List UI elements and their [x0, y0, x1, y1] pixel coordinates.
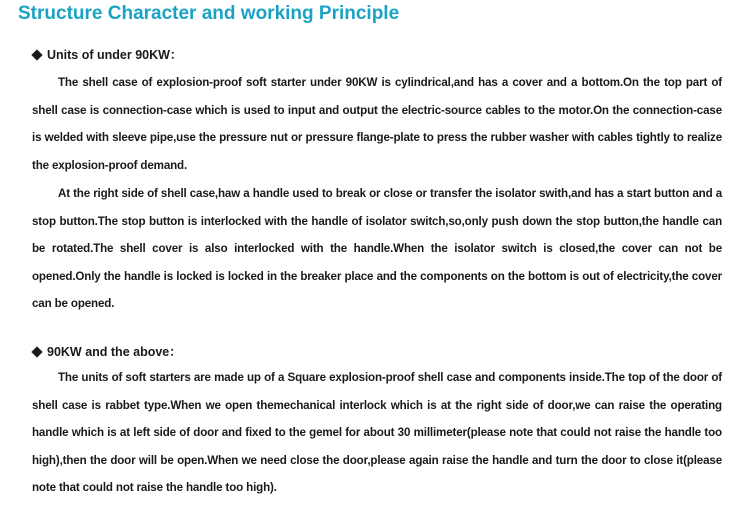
section-heading-label: Units of under 90KW：	[47, 48, 183, 62]
diamond-bullet-icon	[31, 347, 42, 358]
section-heading-90kw-above	[30, 342, 182, 360]
section-heading-under-90kw	[30, 45, 182, 63]
section-heading-label: 90KW and the above：	[47, 345, 182, 359]
paragraph-shell-case: The shell case of explosion-proof soft starter under 90KW is cylindrical,and has a cover and a bottom.On the top part of shell case is connection-case which is used to input and output the electric-source cables to the motor.On the connection-case is welded with sleeve pipe,use the pressure nut or pressure flange-plate to press the rubber washer with cables tightly to realize the explosion-proof demand.	[32, 76, 722, 172]
diamond-bullet-icon	[31, 50, 42, 61]
paragraph-handle-interlock: At the right side of shell case,haw a handle used to break or close or transfer the isolator swith,and has a start button and a stop button.The stop button is interlocked with the handle of isolator switch,so,only push down the stop button,the handle can be rotated.The shell cover is also interlocked with the handle.When the isolator switch is closed,the cover can not be opened.Only the handle is locked is locked in the breaker place and the components on the bottom is out of electricity,the cover can be opened.	[32, 187, 722, 310]
page-title: Structure Character and working Principle	[18, 3, 400, 24]
paragraph-square-shell: The units of soft starters are made up of a Square explosion-proof shell case and components inside.The top of the door of shell case is rabbet type.When we open themechanical interlock which is at the right side of door,we can raise the operating handle which is at left side of door and fixed to the gemel for about 30 millimeter(please note that could not raise the handle too high),then the door will be open.When we need close the door,please again raise the handle and turn the door to close it(please note that could not raise the handle too high).	[32, 371, 722, 494]
